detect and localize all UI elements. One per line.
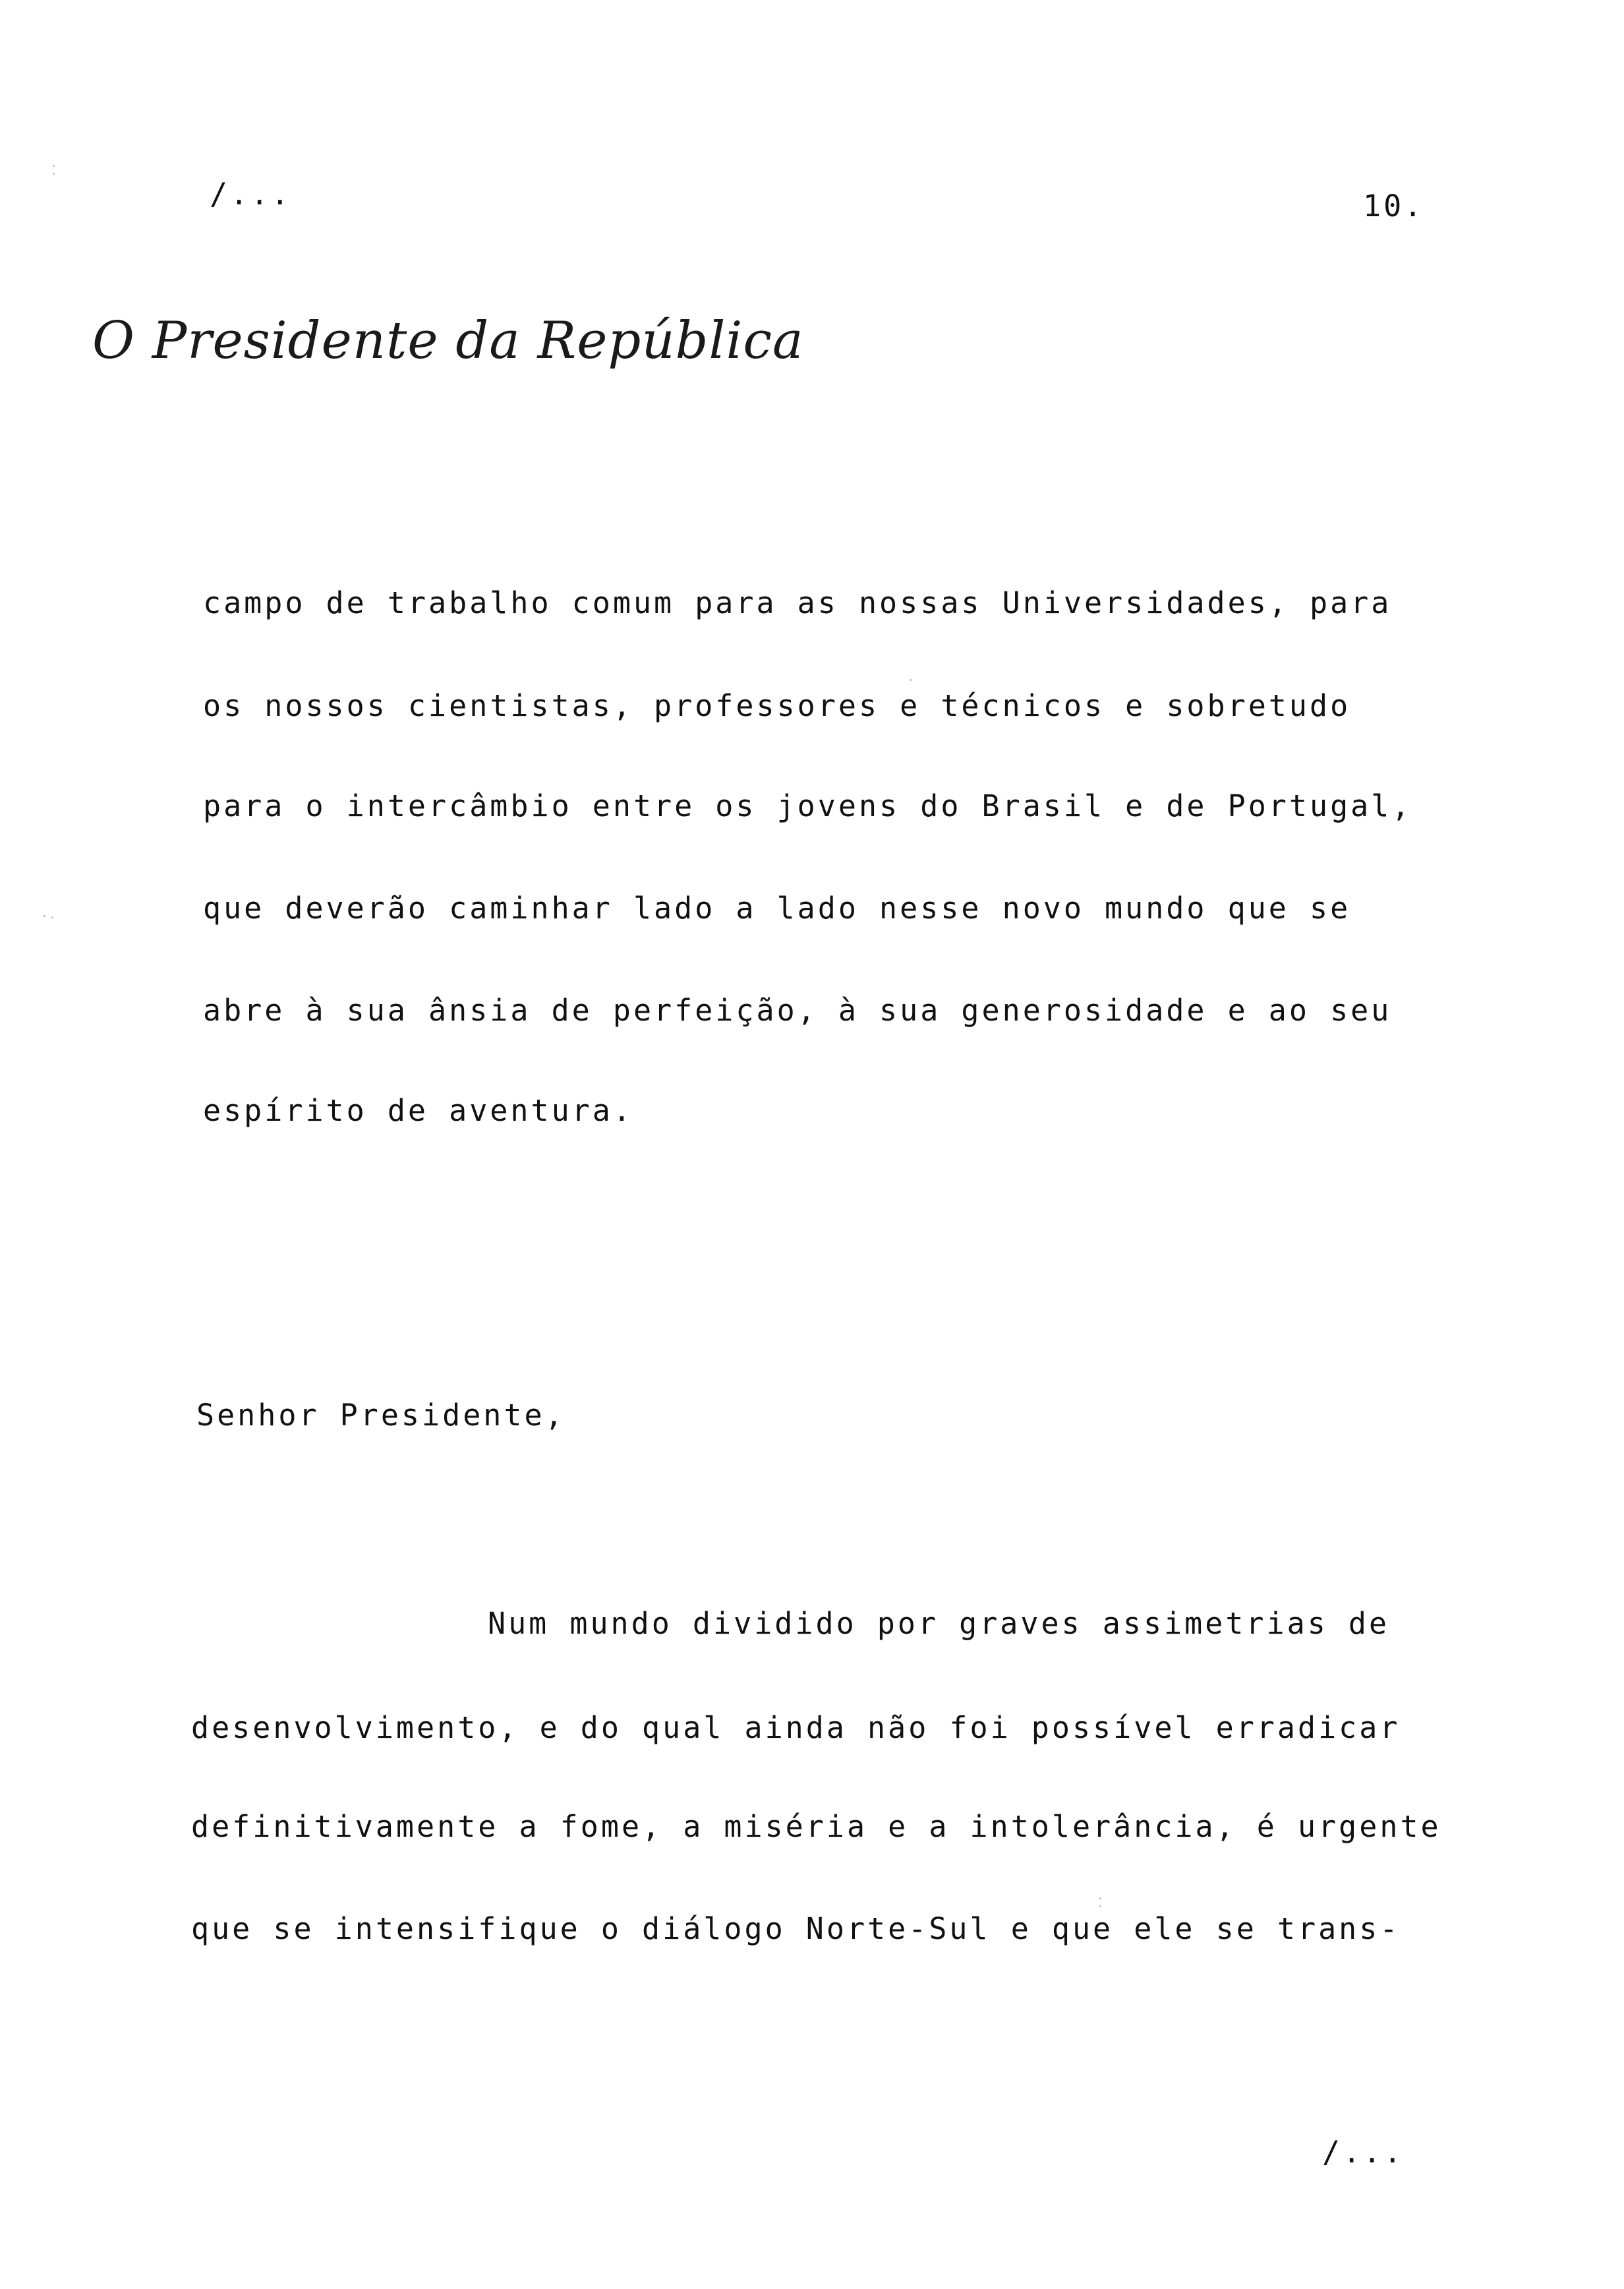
body-line: definitivamente a fome, a miséria e a intolerância, é urgente — [191, 1809, 1441, 1844]
scan-speck — [53, 165, 55, 167]
body-line: campo de trabalho comum para as nossas Universidades, para — [203, 585, 1392, 620]
scan-speck — [1099, 1905, 1101, 1907]
body-line: espírito de aventura. — [203, 1093, 633, 1128]
body-line: desenvolvimento, e do qual ainda não foi possível erradicar — [191, 1710, 1401, 1745]
body-line: Num mundo dividido por graves assimetrias de — [488, 1606, 1390, 1641]
body-line: que deverão caminhar lado a lado nesse novo mundo que se — [203, 891, 1351, 926]
page-number: 10. — [1363, 189, 1425, 223]
continuation-mark-top: /... — [210, 177, 292, 212]
scan-speck — [53, 173, 55, 175]
scan-speck — [910, 679, 912, 681]
body-line: os nossos cientistas, professores e técnicos e sobretudo — [203, 688, 1351, 723]
scan-speck — [1099, 1897, 1101, 1899]
scan-speck — [44, 915, 45, 917]
salutation: Senhor Presidente, — [196, 1398, 566, 1433]
body-line: abre à sua ânsia de perfeição, à sua generosidade e ao seu — [203, 993, 1392, 1028]
scan-speck — [51, 916, 53, 918]
body-line: para o intercâmbio entre os jovens do Brasil e de Portugal, — [203, 788, 1412, 823]
letterhead-script: O Presidente da República — [92, 311, 804, 371]
continuation-mark-bottom: /... — [1322, 2135, 1405, 2170]
body-line: que se intensifique o diálogo Norte-Sul e que ele se trans- — [191, 1911, 1401, 1946]
